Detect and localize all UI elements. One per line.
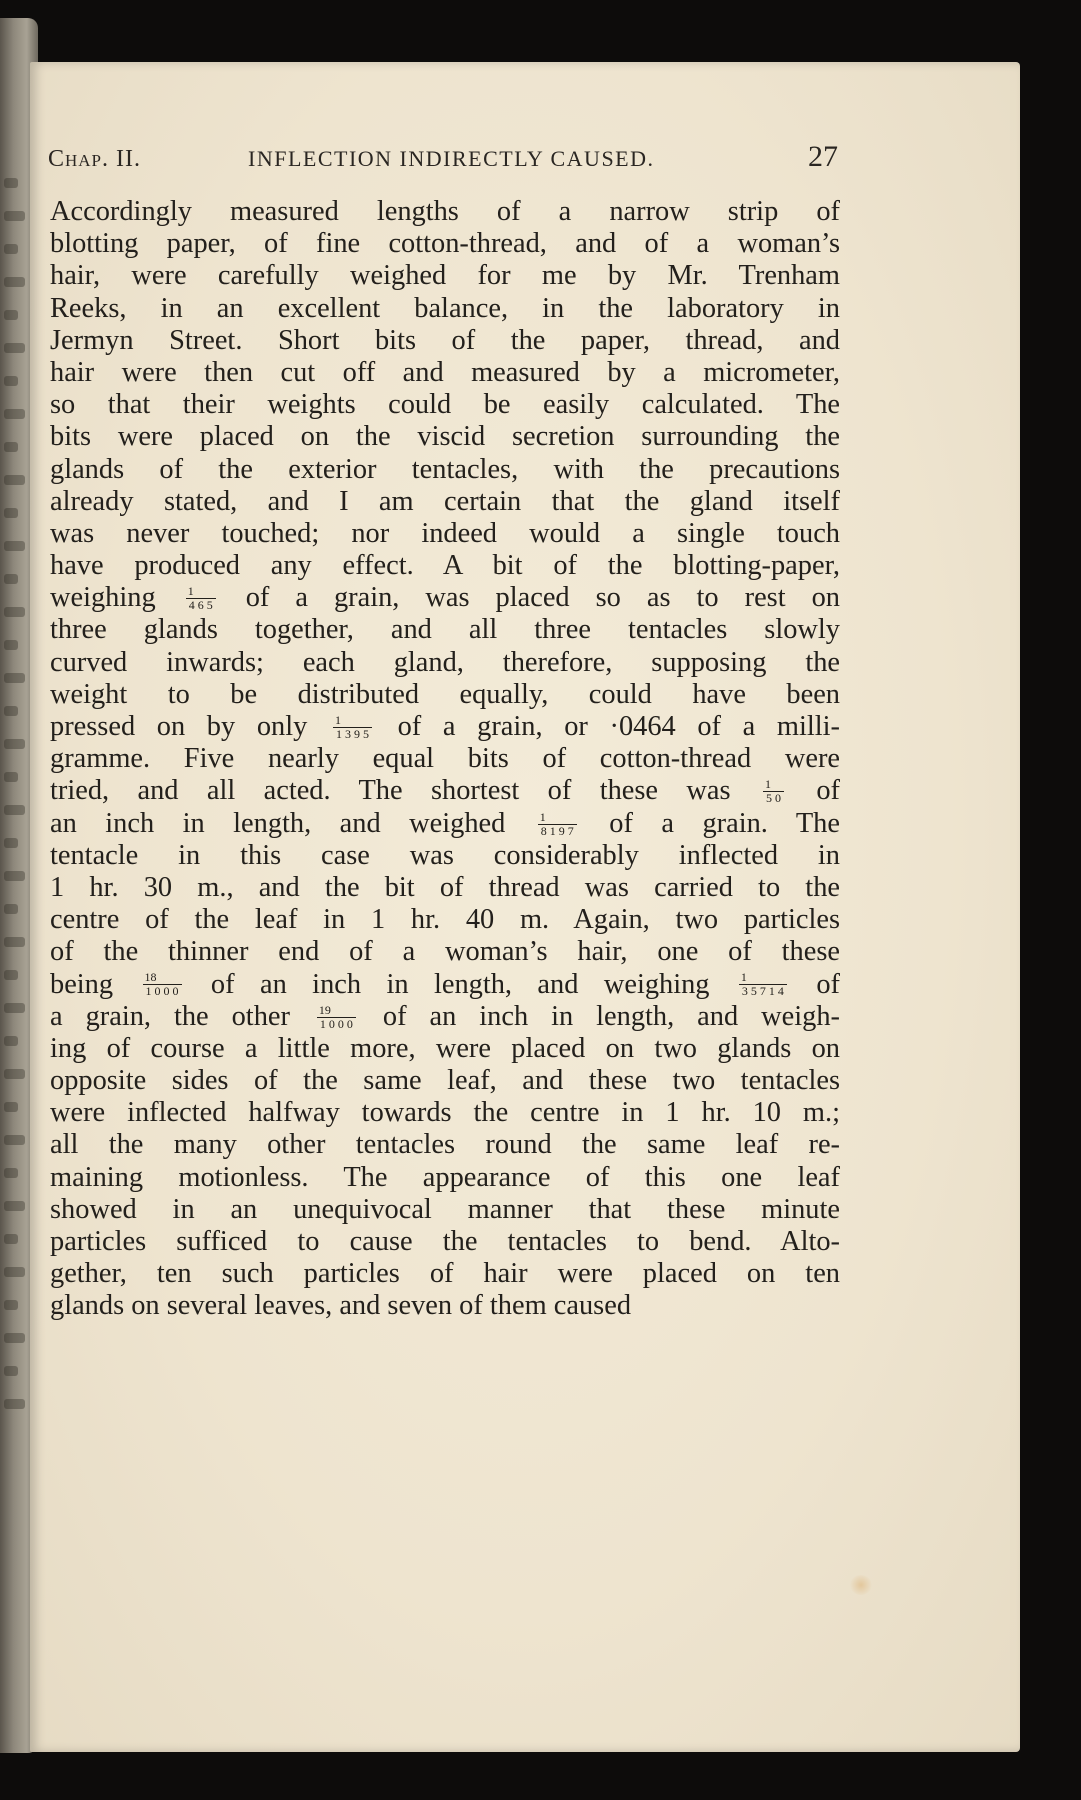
text-segment: of a grain. The: [609, 807, 840, 839]
text-segment: blotting paper, of fine cotton-thread, and of a woman’s: [50, 228, 840, 260]
text-line: [50, 325, 840, 357]
fraction: [333, 714, 372, 741]
text-segment: of an inch in length, and weighing: [210, 968, 710, 1000]
text-line: [50, 1258, 840, 1290]
ghost-text-mark: [4, 376, 18, 386]
text-segment: have produced any effect. A bit of the blotting-paper,: [50, 550, 840, 582]
ghost-text-mark: [4, 970, 18, 980]
text-line: [50, 260, 840, 292]
ghost-text-mark: [4, 211, 25, 221]
text-line: [50, 550, 840, 582]
running-title: INFLECTION INDIRECTLY CAUSED.: [248, 146, 655, 171]
ghost-text-mark: [4, 541, 25, 551]
fraction-numerator: 1: [186, 585, 216, 599]
text-line: [50, 1162, 840, 1194]
ghost-text-mark: [4, 442, 18, 452]
ghost-text-mark: [4, 838, 18, 848]
text-line: [50, 1001, 840, 1033]
text-segment: glands on several leaves, and seven of them caused: [50, 1290, 632, 1322]
fraction-numerator: 1: [763, 778, 784, 792]
fraction: [143, 971, 182, 998]
ghost-text-mark: [4, 1168, 18, 1178]
text-segment: Reeks, in an excellent balance, in the laboratory in: [50, 292, 840, 324]
ghost-text-mark: [4, 706, 18, 716]
text-line: [50, 582, 840, 614]
ghost-text-mark: [4, 805, 25, 815]
ghost-text-mark: [4, 640, 18, 650]
page-number: 27: [808, 140, 838, 173]
ghost-text-mark: [4, 1069, 25, 1079]
text-segment: Jermyn Street. Short bits of the paper, thread, and: [50, 324, 840, 356]
ghost-text-mark: [4, 277, 25, 287]
text-segment: of a grain, was placed so as to rest on: [245, 582, 841, 614]
fraction-denominator: 1395: [335, 726, 372, 741]
text-segment: glands of the exterior tentacles, with the precautions: [50, 453, 840, 485]
fraction: [186, 585, 216, 612]
text-line: [50, 1097, 840, 1129]
fraction-numerator: 1: [538, 811, 577, 825]
text-segment: a grain, the other: [50, 1000, 290, 1032]
text-segment: being: [50, 968, 114, 1000]
text-segment: bits were placed on the viscid secretion surrounding the: [50, 421, 840, 453]
text-line: [50, 647, 840, 679]
text-segment: hair were then cut off and measured by a micrometer,: [50, 356, 840, 388]
ghost-text-mark: [4, 508, 18, 518]
fraction-denominator: 465: [188, 598, 216, 613]
fraction: [739, 971, 787, 998]
ghost-text-mark: [4, 574, 18, 584]
text-line: [50, 969, 840, 1001]
text-line: [50, 1065, 840, 1097]
text-segment: centre of the leaf in 1 hr. 40 m. Again, two particles: [50, 904, 840, 936]
text-segment: of: [816, 968, 840, 1000]
ghost-text-mark: [4, 904, 18, 914]
text-segment: was never touched; nor indeed would a single touch: [50, 517, 840, 549]
ghost-text-mark: [4, 772, 18, 782]
fraction-numerator: 1: [333, 714, 372, 728]
text-line: [50, 1226, 840, 1258]
text-segment: of a grain, or ·0464 of a milli-: [397, 711, 840, 742]
text-segment: showed in an unequivocal manner that these minute: [50, 1193, 840, 1225]
ghost-text-mark: [4, 871, 25, 881]
ghost-text-mark: [4, 673, 25, 683]
text-line: [50, 808, 840, 840]
text-segment: curved inwards; each gland, therefore, supposing the: [50, 646, 840, 678]
text-segment: gramme. Five nearly equal bits of cotton-thread were: [50, 743, 840, 775]
text-segment: tentacle in this case was considerably inflected in: [50, 839, 840, 871]
fraction-numerator: 18: [143, 971, 182, 985]
text-segment: of the thinner end of a woman’s hair, one of these: [50, 936, 840, 968]
ghost-text-mark: [4, 1399, 25, 1409]
running-header: [48, 140, 838, 186]
text-line: [50, 904, 840, 936]
ghost-text-mark: [4, 475, 25, 485]
text-segment: gether, ten such particles of hair were placed on ten: [50, 1258, 840, 1290]
ghost-text-mark: [4, 607, 25, 617]
text-segment: so that their weights could be easily calculated. The: [50, 389, 840, 421]
fraction-denominator: 50: [765, 791, 784, 806]
ghost-text-mark: [4, 409, 25, 419]
text-line: [50, 486, 840, 518]
text-segment: ing of course a little more, were placed on two glands on: [50, 1032, 840, 1064]
text-segment: 1 hr. 30 m., and the bit of thread was carried to the: [50, 871, 840, 903]
text-segment: maining motionless. The appearance of this one leaf: [50, 1161, 840, 1193]
fraction: [538, 811, 577, 838]
text-line: [50, 614, 840, 646]
text-segment: of an inch in length, and weigh-: [382, 1000, 840, 1032]
ghost-text-mark: [4, 244, 18, 254]
paper-stain: [850, 1575, 872, 1595]
chapter-label: Chap. II.: [48, 146, 142, 172]
text-line: [50, 1129, 840, 1161]
ghost-text-mark: [4, 1036, 18, 1046]
text-line: [50, 711, 840, 743]
text-line: [50, 293, 840, 325]
text-line: [50, 679, 840, 711]
ghost-text-mark: [4, 739, 25, 749]
body-text: [50, 196, 840, 1323]
fraction-denominator: 1000: [145, 984, 182, 999]
text-segment: three glands together, and all three tentacles slowly: [50, 614, 840, 646]
text-segment: hair, were carefully weighed for me by Mr. Trenham: [50, 260, 840, 292]
fraction: [317, 1004, 356, 1031]
text-segment: weighing: [50, 582, 156, 614]
text-line: [50, 936, 840, 968]
text-segment: an inch in length, and weighed: [50, 807, 506, 839]
text-line: [50, 357, 840, 389]
ghost-text-mark: [4, 1102, 18, 1112]
ghost-text-mark: [4, 1366, 18, 1376]
text-line: [50, 518, 840, 550]
text-segment: already stated, and I am certain that the gland itself: [50, 485, 840, 517]
text-segment: all the many other tentacles round the same leaf re-: [50, 1129, 840, 1161]
ghost-text-mark: [4, 1003, 25, 1013]
text-line: [50, 454, 840, 486]
text-line: [50, 775, 840, 807]
text-line: [50, 228, 840, 260]
ghost-text-mark: [4, 343, 25, 353]
fraction-denominator: 35714: [741, 984, 787, 999]
text-segment: particles sufficed to cause the tentacles to bend. Alto-: [50, 1226, 840, 1257]
text-segment: pressed on by only: [50, 711, 308, 742]
ghost-text-mark: [4, 1135, 25, 1145]
ghost-text-mark: [4, 1234, 18, 1244]
ghost-text-mark: [4, 1201, 25, 1211]
text-line: [50, 421, 840, 453]
ghost-text-mark: [4, 1267, 25, 1277]
text-line: [50, 1033, 840, 1065]
text-segment: weight to be distributed equally, could have been: [50, 678, 840, 710]
fraction-numerator: 1: [739, 971, 787, 985]
fraction: [763, 778, 784, 805]
fraction-denominator: 1000: [319, 1016, 356, 1031]
ghost-text-mark: [4, 178, 18, 188]
text-segment: tried, and all acted. The shortest of these was: [50, 775, 731, 807]
fraction-numerator: 19: [317, 1004, 356, 1018]
text-segment: opposite sides of the same leaf, and these two tentacles: [50, 1065, 840, 1097]
text-line: [50, 389, 840, 421]
text-line: [50, 840, 840, 872]
text-line: [50, 1194, 840, 1226]
text-line: [50, 196, 840, 228]
text-segment: Accordingly measured lengths of a narrow strip of: [50, 196, 840, 227]
text-segment: were inflected halfway towards the centre in 1 hr. 10 m.;: [50, 1097, 840, 1129]
text-segment: of: [816, 775, 841, 807]
ghost-text-mark: [4, 1300, 18, 1310]
fraction-denominator: 8197: [540, 823, 577, 838]
text-line: [50, 872, 840, 904]
ghost-text-mark: [4, 1333, 25, 1343]
text-line: [50, 743, 840, 775]
text-line: [50, 1290, 840, 1322]
ghost-text-mark: [4, 310, 18, 320]
ghost-text-mark: [4, 937, 25, 947]
